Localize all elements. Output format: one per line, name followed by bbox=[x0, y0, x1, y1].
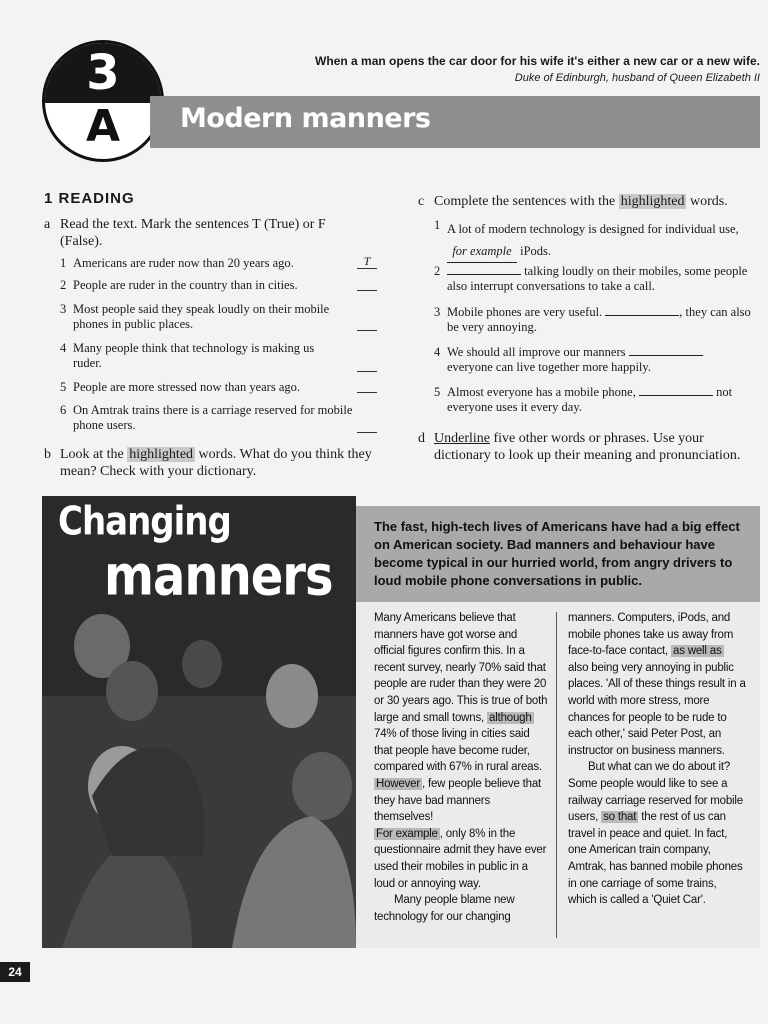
c-item-2 bbox=[447, 264, 757, 294]
highlight-word: although bbox=[489, 711, 532, 724]
highlight-word: highlighted bbox=[129, 447, 194, 462]
tf-answer-5[interactable] bbox=[357, 378, 377, 393]
tf-item-text: Americans are ruder now than 20 years ago. bbox=[73, 256, 294, 270]
text-span: , only 8% in the questionnaire admit they have ever used their mobiles in public in a loud or annoying way. bbox=[374, 827, 547, 890]
article-intro: The fast, high-tech lives of Americans have had a big effect on American society. Bad manners and behaviour have become typical in our hurried world, from angry drivers to loud mobile phone conversations in public. bbox=[374, 519, 740, 588]
answer-blank-4[interactable] bbox=[629, 355, 703, 356]
text-span: 74% of those living in cities said that people have become ruder, compared with 67% in rural areas. bbox=[374, 728, 542, 774]
tf-item-num: 4 bbox=[60, 341, 67, 355]
highlight-word: as well as bbox=[673, 645, 722, 658]
article-title-line-2: manners bbox=[104, 543, 333, 609]
epigraph bbox=[300, 53, 760, 87]
text-span: five other words or phrases. Use your dictionary to look up their meaning and pronunciation. bbox=[434, 431, 741, 463]
text-span: iPods. bbox=[520, 244, 552, 258]
text-span: the rest of us can travel in peace and quiet. In fact, one American train company, Amtrak, has banned mobile phones in one carriage of some trains, which is called a 'Quiet Car'. bbox=[568, 811, 743, 907]
text-span: words. What do you think they mean? Check with your dictionary. bbox=[60, 447, 372, 479]
exercise-c-label: c bbox=[418, 194, 425, 209]
underline-word: Underline bbox=[434, 431, 490, 446]
c-item-1 bbox=[447, 218, 757, 263]
c-item-num: 4 bbox=[434, 345, 441, 359]
section-heading: 1 READING bbox=[44, 190, 135, 207]
text-span: Many people blame new technology for our changing bbox=[374, 894, 515, 923]
tf-item-num: 1 bbox=[60, 256, 67, 270]
exercise-b-instruction bbox=[60, 446, 380, 480]
article-column-2 bbox=[568, 610, 746, 909]
answer-blank-5[interactable] bbox=[639, 395, 713, 396]
text-span: words. bbox=[689, 194, 728, 209]
answer-blank-2[interactable] bbox=[447, 274, 521, 275]
tf-item-num: 6 bbox=[60, 403, 67, 417]
tf-item-text: People are ruder in the country than in cities. bbox=[73, 278, 298, 292]
c-item-num: 3 bbox=[434, 305, 441, 319]
text-span: Almost everyone has a mobile phone, bbox=[447, 385, 636, 399]
text-span: also being very annoying in public places. 'All of these things result in a world with more stress, more chances for people to be rude to each other,' said Peter Post, an instructor on business manners. bbox=[568, 661, 746, 757]
tf-item-num: 3 bbox=[60, 302, 67, 316]
text-span: Mobile phones are very useful. bbox=[447, 305, 603, 319]
c-item-5 bbox=[447, 385, 757, 415]
quote-author: Duke of Edinburgh, husband of Queen Elizabeth II bbox=[514, 72, 760, 84]
text-span: Look at the bbox=[60, 447, 124, 462]
c-item-num: 1 bbox=[434, 218, 441, 232]
unit-badge bbox=[42, 40, 164, 162]
text-span: , few people believe that they have bad manners themselves! bbox=[374, 777, 542, 824]
exercise-d-instruction bbox=[434, 430, 754, 464]
text-span: , they can also be very annoying. bbox=[447, 305, 751, 334]
tf-answer-4[interactable] bbox=[357, 357, 377, 372]
highlight-word: highlighted bbox=[620, 194, 685, 209]
highlight-word: However bbox=[376, 777, 420, 790]
tf-item-text: Many people think that technology is making us ruder. bbox=[73, 341, 315, 370]
exercise-a-label: a bbox=[44, 217, 51, 232]
c-item-4 bbox=[447, 345, 747, 375]
quote-text: When a man opens the car door for his wife it's either a new car or a new wife. bbox=[315, 54, 760, 68]
column-divider bbox=[556, 612, 557, 938]
highlight-word: For example bbox=[376, 827, 438, 840]
tf-item-num: 2 bbox=[60, 278, 67, 292]
text-span: Complete the sentences with the bbox=[434, 194, 616, 209]
text-span: talking loudly on their mobiles, some people also interrupt conversations to take a call. bbox=[447, 264, 748, 293]
tf-item-text: Most people said they speak loudly on their mobile phones in public places. bbox=[73, 302, 330, 331]
exercise-d-label: d bbox=[418, 431, 425, 446]
highlight-word: so that bbox=[603, 811, 637, 824]
exercise-a-instruction: Read the text. Mark the sentences T (True) or F (False). bbox=[60, 217, 326, 249]
text-span: A lot of modern technology is designed for individual use, bbox=[447, 222, 739, 236]
tf-item-text: People are more stressed now than years ago. bbox=[73, 380, 301, 394]
tf-answer-6[interactable] bbox=[357, 418, 377, 433]
tf-answer-2[interactable] bbox=[357, 276, 377, 291]
c-item-num: 5 bbox=[434, 385, 441, 399]
unit-number: 3 bbox=[86, 45, 120, 101]
text-span: not everyone uses it every day. bbox=[447, 385, 733, 414]
page-title: Modern manners bbox=[180, 103, 431, 134]
tf-answer-1[interactable]: T bbox=[357, 254, 377, 269]
answer-blank-1[interactable]: for example bbox=[447, 240, 517, 263]
answer-blank-3[interactable] bbox=[605, 315, 679, 316]
text-span: everyone can live together more happily. bbox=[447, 360, 651, 374]
text-span: manners. Computers, iPods, and mobile phones take us away from face-to-face contact, bbox=[568, 612, 734, 658]
exercise-b-label: b bbox=[44, 447, 51, 462]
unit-letter: A bbox=[85, 101, 121, 152]
c-item-num: 2 bbox=[434, 264, 441, 278]
tf-answer-3[interactable] bbox=[357, 316, 377, 331]
article-column-1 bbox=[374, 610, 550, 925]
page-number: 24 bbox=[0, 962, 30, 982]
tf-item-num: 5 bbox=[60, 380, 67, 394]
c-item-3 bbox=[447, 305, 757, 335]
text-span: But what can we do about it? Some people would like to see a railway carriage reserved for mobile users, bbox=[568, 761, 743, 824]
tf-item-text: On Amtrak trains there is a carriage reserved for mobile phone users. bbox=[73, 403, 353, 432]
text-span: We should all improve our manners bbox=[447, 345, 626, 359]
text-span: Many Americans believe that manners have got worse and official figures confirm this. In a recent survey, nearly 70% said that people are ruder than they were 20 or 30 years ago. This is true of both large and small towns, bbox=[374, 612, 548, 724]
article-title-line-1: Changing bbox=[58, 499, 231, 545]
exercise-c-instruction bbox=[434, 193, 764, 210]
